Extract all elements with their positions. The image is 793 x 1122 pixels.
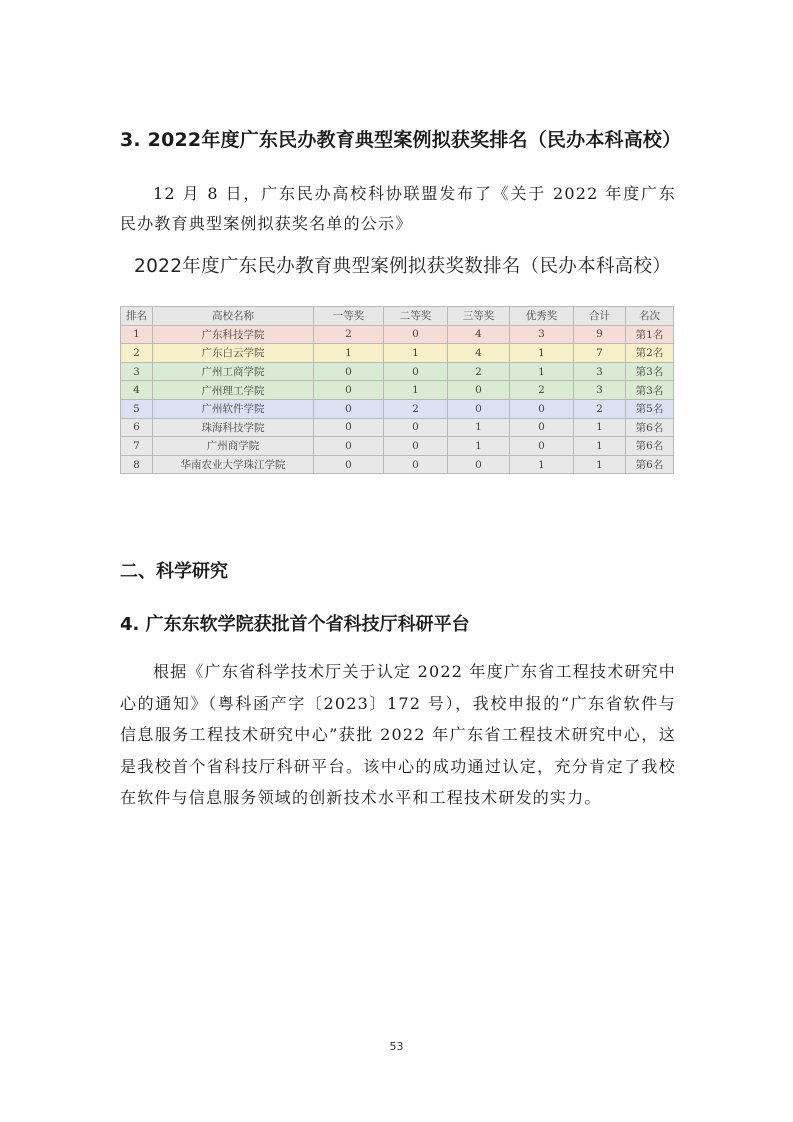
table-cell-total: 1 (574, 437, 626, 456)
table-cell-rank: 1 (121, 325, 153, 344)
table-cell-first: 0 (314, 399, 384, 418)
section-heading-two: 二、科学研究 (120, 561, 228, 582)
table-row (121, 325, 674, 344)
table-cell-total: 7 (574, 344, 626, 363)
table-cell-third: 2 (448, 362, 510, 381)
table-cell-third: 4 (448, 325, 510, 344)
table-cell-total: 3 (574, 362, 626, 381)
table-row (121, 437, 674, 456)
table-cell-place: 第6名 (626, 418, 674, 437)
table-cell-second: 0 (384, 437, 448, 456)
table-cell-second: 0 (384, 325, 448, 344)
table-cell-place: 第3名 (626, 362, 674, 381)
column-header: 名次 (626, 307, 674, 326)
table-cell-first: 0 (314, 362, 384, 381)
table-cell-place: 第3名 (626, 381, 674, 400)
table-cell-total: 1 (574, 418, 626, 437)
table-cell-second: 0 (384, 418, 448, 437)
table-cell-name: 广州工商学院 (153, 362, 314, 381)
table-cell-second: 0 (384, 362, 448, 381)
table-cell-first: 0 (314, 455, 384, 474)
table-cell-third: 4 (448, 344, 510, 363)
table-row (121, 344, 674, 363)
ranking-table (120, 306, 674, 474)
table-cell-place: 第6名 (626, 455, 674, 474)
table-cell-total: 3 (574, 381, 626, 400)
table-cell-name: 广东科技学院 (153, 325, 314, 344)
page-number: 53 (389, 1040, 404, 1053)
table-cell-third: 0 (448, 455, 510, 474)
table-cell-second: 2 (384, 399, 448, 418)
table-cell-second: 0 (384, 455, 448, 474)
table-cell-rank: 4 (121, 381, 153, 400)
table-cell-third: 0 (448, 381, 510, 400)
table-cell-excellent: 2 (510, 381, 574, 400)
table-cell-third: 0 (448, 399, 510, 418)
table-cell-place: 第5名 (626, 399, 674, 418)
table-cell-name: 华南农业大学珠江学院 (153, 455, 314, 474)
column-header: 三等奖 (448, 307, 510, 326)
table-cell-rank: 8 (121, 455, 153, 474)
table-cell-rank: 5 (121, 399, 153, 418)
column-header: 合计 (574, 307, 626, 326)
table-cell-excellent: 3 (510, 325, 574, 344)
section-3-paragraph: 12 月 8 日，广东民办高校科协联盟发布了《关于 2022 年度广东民办教育典型案例拟获奖名单的公示》 (120, 184, 676, 233)
table-cell-excellent: 1 (510, 362, 574, 381)
table-cell-excellent: 0 (510, 437, 574, 456)
table-cell-excellent: 0 (510, 418, 574, 437)
table-cell-total: 9 (574, 325, 626, 344)
table-cell-name: 珠海科技学院 (153, 418, 314, 437)
table-cell-rank: 2 (121, 344, 153, 363)
table-cell-rank: 7 (121, 437, 153, 456)
table-title: 2022年度广东民办教育典型案例拟获奖数排名（民办本科高校） (134, 256, 672, 277)
table-cell-second: 1 (384, 344, 448, 363)
table-cell-total: 1 (574, 455, 626, 474)
table-cell-name: 广州理工学院 (153, 381, 314, 400)
table-cell-excellent: 1 (510, 455, 574, 474)
table-cell-excellent: 0 (510, 399, 574, 418)
table-cell-first: 0 (314, 381, 384, 400)
table-cell-place: 第1名 (626, 325, 674, 344)
ranking-table-image (120, 240, 673, 490)
table-row (121, 418, 674, 437)
table-cell-first: 0 (314, 437, 384, 456)
table-cell-place: 第6名 (626, 437, 674, 456)
table-cell-place: 第2名 (626, 344, 674, 363)
table-cell-rank: 6 (121, 418, 153, 437)
table-cell-second: 1 (384, 381, 448, 400)
table-cell-first: 0 (314, 418, 384, 437)
section-heading-3: 3. 2022年度广东民办教育典型案例拟获奖排名（民办本科高校） (120, 129, 682, 151)
column-header: 优秀奖 (510, 307, 574, 326)
table-header-row (121, 307, 674, 326)
table-cell-first: 1 (314, 344, 384, 363)
table-row (121, 362, 674, 381)
column-header: 排名 (121, 307, 153, 326)
table-row (121, 399, 674, 418)
table-cell-name: 广州软件学院 (153, 399, 314, 418)
table-cell-first: 2 (314, 325, 384, 344)
column-header: 二等奖 (384, 307, 448, 326)
table-cell-third: 1 (448, 437, 510, 456)
table-row (121, 455, 674, 474)
section-4-paragraph: 根据《广东省科学技术厅关于认定 2022 年度广东省工程技术研究中心的通知》（粤科函产字〔2023〕172 号），我校申报的“广东省软件与信息服务工程技术研究中心”获批 2022 年广东省工程技术研究中心，这是我校首个省科技厅科研平台。该中心的成功通过认定，充分肯定了我校在软件与信息服务领域的创新技术水平和工程技术研发的实力。 (120, 662, 676, 807)
section-heading-4: 4. 广东东软学院获批首个省科技厅科研平台 (120, 614, 470, 635)
table-row (121, 381, 674, 400)
table-cell-name: 广州商学院 (153, 437, 314, 456)
table-cell-total: 2 (574, 399, 626, 418)
column-header: 高校名称 (153, 307, 314, 326)
table-cell-rank: 3 (121, 362, 153, 381)
table-cell-third: 1 (448, 418, 510, 437)
column-header: 一等奖 (314, 307, 384, 326)
table-cell-name: 广东白云学院 (153, 344, 314, 363)
table-cell-excellent: 1 (510, 344, 574, 363)
